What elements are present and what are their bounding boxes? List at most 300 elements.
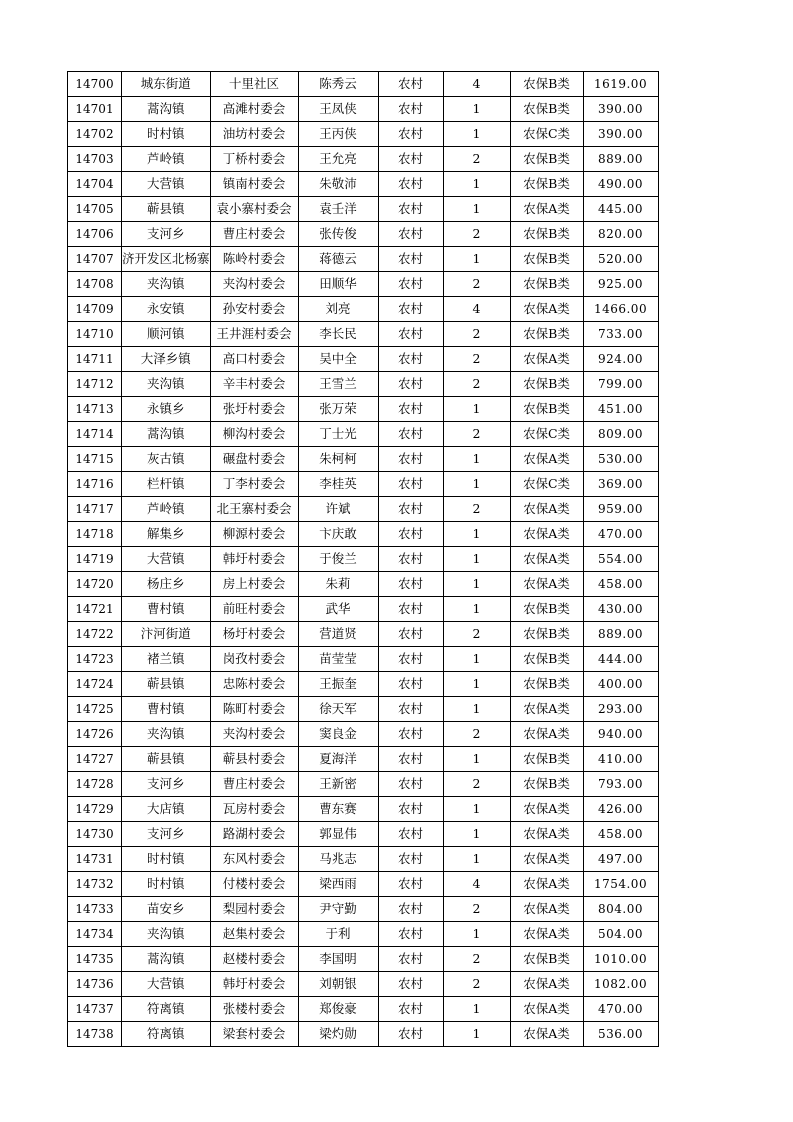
cell-village: 十里社区 [210,72,298,97]
table-row [68,247,659,272]
cell-town: 蕲县镇 [122,747,211,772]
cell-insurance-category: 农保A类 [510,297,583,322]
table-row [68,847,659,872]
cell-amount: 430.00 [583,597,658,622]
cell-name: 夏海洋 [298,747,378,772]
cell-amount: 889.00 [583,622,658,647]
cell-town: 曹村镇 [122,697,211,722]
cell-name: 陈秀云 [298,72,378,97]
cell-record-id: 14718 [68,522,122,547]
cell-amount: 458.00 [583,822,658,847]
cell-household-count: 4 [443,297,510,322]
table-row [68,572,659,597]
cell-record-id: 14708 [68,272,122,297]
cell-name: 李长民 [298,322,378,347]
cell-area-type: 农村 [378,397,443,422]
cell-area-type: 农村 [378,422,443,447]
cell-area-type: 农村 [378,722,443,747]
cell-village: 镇南村委会 [210,172,298,197]
cell-insurance-category: 农保B类 [510,72,583,97]
cell-household-count: 4 [443,72,510,97]
table-row [68,647,659,672]
cell-name: 刘朝银 [298,972,378,997]
cell-name: 蒋德云 [298,247,378,272]
cell-village: 曹庄村委会 [210,222,298,247]
cell-village: 杨圩村委会 [210,622,298,647]
cell-record-id: 14721 [68,597,122,622]
cell-household-count: 1 [443,847,510,872]
cell-name: 王雪兰 [298,372,378,397]
cell-town: 顺河镇 [122,322,211,347]
cell-amount: 445.00 [583,197,658,222]
table-row [68,172,659,197]
table-row [68,322,659,347]
cell-amount: 369.00 [583,472,658,497]
cell-village: 碾盘村委会 [210,447,298,472]
cell-name: 吴中全 [298,347,378,372]
table-row [68,872,659,897]
cell-village: 柳沟村委会 [210,422,298,447]
cell-name: 田顺华 [298,272,378,297]
cell-record-id: 14709 [68,297,122,322]
cell-record-id: 14723 [68,647,122,672]
cell-household-count: 1 [443,472,510,497]
cell-town: 夹沟镇 [122,722,211,747]
cell-record-id: 14720 [68,572,122,597]
table-row [68,222,659,247]
cell-amount: 940.00 [583,722,658,747]
table-row [68,997,659,1022]
cell-name: 朱柯柯 [298,447,378,472]
cell-name: 李国明 [298,947,378,972]
cell-household-count: 1 [443,97,510,122]
cell-name: 张万荣 [298,397,378,422]
cell-town: 大店镇 [122,797,211,822]
cell-area-type: 农村 [378,997,443,1022]
cell-area-type: 农村 [378,197,443,222]
data-table [67,71,659,1047]
cell-town: 蒿沟镇 [122,97,211,122]
cell-village: 前旺村委会 [210,597,298,622]
cell-record-id: 14714 [68,422,122,447]
cell-insurance-category: 农保C类 [510,122,583,147]
cell-town: 城东街道 [122,72,211,97]
cell-amount: 809.00 [583,422,658,447]
cell-insurance-category: 农保A类 [510,872,583,897]
cell-amount: 390.00 [583,97,658,122]
cell-area-type: 农村 [378,572,443,597]
cell-village: 岗孜村委会 [210,647,298,672]
cell-amount: 959.00 [583,497,658,522]
cell-village: 路湖村委会 [210,822,298,847]
cell-household-count: 2 [443,322,510,347]
cell-town: 时村镇 [122,847,211,872]
cell-town: 褚兰镇 [122,647,211,672]
cell-town: 时村镇 [122,122,211,147]
cell-village: 孙安村委会 [210,297,298,322]
cell-village: 房上村委会 [210,572,298,597]
cell-record-id: 14703 [68,147,122,172]
cell-amount: 504.00 [583,922,658,947]
cell-record-id: 14710 [68,322,122,347]
table-row [68,797,659,822]
cell-insurance-category: 农保B类 [510,322,583,347]
cell-amount: 530.00 [583,447,658,472]
cell-amount: 799.00 [583,372,658,397]
cell-area-type: 农村 [378,272,443,297]
cell-record-id: 14712 [68,372,122,397]
cell-area-type: 农村 [378,622,443,647]
cell-amount: 400.00 [583,672,658,697]
cell-record-id: 14731 [68,847,122,872]
cell-village: 高口村委会 [210,347,298,372]
cell-household-count: 2 [443,772,510,797]
cell-amount: 1082.00 [583,972,658,997]
cell-area-type: 农村 [378,822,443,847]
cell-record-id: 14707 [68,247,122,272]
cell-area-type: 农村 [378,472,443,497]
cell-amount: 733.00 [583,322,658,347]
table-row [68,397,659,422]
cell-area-type: 农村 [378,672,443,697]
cell-amount: 536.00 [583,1022,658,1047]
cell-area-type: 农村 [378,97,443,122]
cell-name: 李桂英 [298,472,378,497]
cell-amount: 426.00 [583,797,658,822]
cell-household-count: 1 [443,747,510,772]
table-row [68,822,659,847]
cell-village: 梁套村委会 [210,1022,298,1047]
cell-town: 夹沟镇 [122,922,211,947]
cell-record-id: 14726 [68,722,122,747]
cell-name: 马兆志 [298,847,378,872]
table-row [68,622,659,647]
cell-town: 夹沟镇 [122,372,211,397]
cell-town: 时村镇 [122,872,211,897]
cell-household-count: 1 [443,522,510,547]
cell-name: 王丙侠 [298,122,378,147]
table-row [68,472,659,497]
cell-town: 蕲县镇 [122,197,211,222]
cell-amount: 520.00 [583,247,658,272]
cell-village: 韩圩村委会 [210,547,298,572]
cell-area-type: 农村 [378,647,443,672]
table-row [68,122,659,147]
cell-village: 柳源村委会 [210,522,298,547]
cell-record-id: 14733 [68,897,122,922]
cell-record-id: 14719 [68,547,122,572]
cell-insurance-category: 农保A类 [510,522,583,547]
table-row [68,597,659,622]
cell-name: 刘亮 [298,297,378,322]
cell-name: 徐天军 [298,697,378,722]
cell-household-count: 1 [443,197,510,222]
cell-town: 蒿沟镇 [122,422,211,447]
cell-name: 苗莹莹 [298,647,378,672]
table-row [68,772,659,797]
table-row [68,697,659,722]
cell-household-count: 1 [443,797,510,822]
cell-name: 郭显伟 [298,822,378,847]
cell-amount: 470.00 [583,997,658,1022]
cell-area-type: 农村 [378,447,443,472]
cell-village: 梨园村委会 [210,897,298,922]
cell-record-id: 14700 [68,72,122,97]
cell-village: 东风村委会 [210,847,298,872]
cell-area-type: 农村 [378,497,443,522]
cell-area-type: 农村 [378,247,443,272]
cell-name: 卞庆敢 [298,522,378,547]
table-row [68,422,659,447]
cell-amount: 804.00 [583,897,658,922]
cell-household-count: 2 [443,722,510,747]
table-row [68,747,659,772]
cell-insurance-category: 农保B类 [510,747,583,772]
cell-household-count: 2 [443,897,510,922]
cell-village: 韩圩村委会 [210,972,298,997]
cell-household-count: 2 [443,972,510,997]
cell-household-count: 1 [443,597,510,622]
cell-amount: 293.00 [583,697,658,722]
table-row [68,547,659,572]
table-row [68,347,659,372]
cell-household-count: 1 [443,922,510,947]
cell-name: 王凤侠 [298,97,378,122]
cell-record-id: 14713 [68,397,122,422]
cell-name: 于利 [298,922,378,947]
cell-household-count: 1 [443,1022,510,1047]
cell-insurance-category: 农保A类 [510,822,583,847]
cell-insurance-category: 农保B类 [510,947,583,972]
cell-amount: 554.00 [583,547,658,572]
cell-insurance-category: 农保B类 [510,272,583,297]
cell-insurance-category: 农保A类 [510,447,583,472]
cell-household-count: 2 [443,347,510,372]
table-row [68,947,659,972]
cell-record-id: 14706 [68,222,122,247]
cell-village: 张楼村委会 [210,997,298,1022]
cell-town: 夹沟镇 [122,272,211,297]
cell-household-count: 1 [443,547,510,572]
cell-household-count: 1 [443,447,510,472]
cell-area-type: 农村 [378,797,443,822]
cell-insurance-category: 农保A类 [510,797,583,822]
table-row [68,1022,659,1047]
cell-area-type: 农村 [378,72,443,97]
cell-insurance-category: 农保B类 [510,622,583,647]
cell-insurance-category: 农保B类 [510,222,583,247]
table-row [68,197,659,222]
cell-household-count: 2 [443,372,510,397]
cell-record-id: 14717 [68,497,122,522]
cell-insurance-category: 农保B类 [510,672,583,697]
cell-name: 王振奎 [298,672,378,697]
table-row [68,297,659,322]
cell-record-id: 14730 [68,822,122,847]
table-row [68,372,659,397]
cell-town: 大营镇 [122,972,211,997]
cell-area-type: 农村 [378,697,443,722]
cell-area-type: 农村 [378,947,443,972]
cell-record-id: 14705 [68,197,122,222]
cell-area-type: 农村 [378,122,443,147]
cell-record-id: 14724 [68,672,122,697]
cell-name: 张传俊 [298,222,378,247]
cell-household-count: 2 [443,147,510,172]
cell-village: 袁小寨村委会 [210,197,298,222]
cell-village: 辛丰村委会 [210,372,298,397]
cell-record-id: 14737 [68,997,122,1022]
cell-village: 油坊村委会 [210,122,298,147]
cell-household-count: 2 [443,222,510,247]
cell-insurance-category: 农保B类 [510,597,583,622]
cell-area-type: 农村 [378,922,443,947]
cell-record-id: 14716 [68,472,122,497]
cell-name: 王新密 [298,772,378,797]
cell-insurance-category: 农保C类 [510,472,583,497]
cell-insurance-category: 农保B类 [510,397,583,422]
cell-amount: 470.00 [583,522,658,547]
cell-name: 梁西雨 [298,872,378,897]
cell-town: 大营镇 [122,172,211,197]
cell-amount: 458.00 [583,572,658,597]
cell-name: 王允亮 [298,147,378,172]
cell-household-count: 1 [443,572,510,597]
cell-household-count: 1 [443,822,510,847]
cell-record-id: 14711 [68,347,122,372]
cell-insurance-category: 农保B类 [510,372,583,397]
cell-area-type: 农村 [378,147,443,172]
cell-area-type: 农村 [378,872,443,897]
cell-town: 符离镇 [122,1022,211,1047]
cell-insurance-category: 农保B类 [510,97,583,122]
cell-area-type: 农村 [378,772,443,797]
table-row [68,97,659,122]
cell-name: 武华 [298,597,378,622]
cell-record-id: 14715 [68,447,122,472]
cell-name: 许斌 [298,497,378,522]
cell-insurance-category: 农保A类 [510,547,583,572]
cell-record-id: 14702 [68,122,122,147]
cell-town: 济开发区北杨寨 [122,247,211,272]
cell-record-id: 14704 [68,172,122,197]
cell-amount: 924.00 [583,347,658,372]
cell-area-type: 农村 [378,322,443,347]
cell-insurance-category: 农保A类 [510,197,583,222]
cell-village: 忠陈村委会 [210,672,298,697]
cell-area-type: 农村 [378,522,443,547]
cell-village: 曹庄村委会 [210,772,298,797]
table-row [68,272,659,297]
cell-insurance-category: 农保B类 [510,247,583,272]
cell-household-count: 1 [443,122,510,147]
cell-record-id: 14728 [68,772,122,797]
cell-town: 灰古镇 [122,447,211,472]
cell-amount: 390.00 [583,122,658,147]
cell-name: 梁灼勋 [298,1022,378,1047]
table-row [68,672,659,697]
cell-household-count: 1 [443,397,510,422]
cell-village: 夹沟村委会 [210,722,298,747]
cell-town: 芦岭镇 [122,497,211,522]
cell-amount: 490.00 [583,172,658,197]
cell-household-count: 1 [443,247,510,272]
cell-area-type: 农村 [378,372,443,397]
cell-village: 付楼村委会 [210,872,298,897]
cell-area-type: 农村 [378,747,443,772]
cell-town: 支河乡 [122,822,211,847]
cell-area-type: 农村 [378,897,443,922]
cell-town: 曹村镇 [122,597,211,622]
cell-record-id: 14736 [68,972,122,997]
cell-town: 苗安乡 [122,897,211,922]
cell-name: 于俊兰 [298,547,378,572]
cell-town: 解集乡 [122,522,211,547]
cell-household-count: 4 [443,872,510,897]
cell-village: 赵集村委会 [210,922,298,947]
cell-insurance-category: 农保A类 [510,847,583,872]
table-row [68,922,659,947]
cell-area-type: 农村 [378,222,443,247]
cell-amount: 497.00 [583,847,658,872]
cell-insurance-category: 农保A类 [510,922,583,947]
cell-household-count: 2 [443,422,510,447]
cell-record-id: 14727 [68,747,122,772]
cell-household-count: 1 [443,697,510,722]
cell-insurance-category: 农保A类 [510,697,583,722]
cell-amount: 444.00 [583,647,658,672]
cell-insurance-category: 农保C类 [510,422,583,447]
cell-name: 曹东赛 [298,797,378,822]
table-row [68,897,659,922]
cell-household-count: 1 [443,672,510,697]
cell-insurance-category: 农保A类 [510,972,583,997]
cell-household-count: 2 [443,272,510,297]
table-row [68,147,659,172]
cell-area-type: 农村 [378,297,443,322]
cell-name: 营道贤 [298,622,378,647]
cell-town: 符离镇 [122,997,211,1022]
cell-town: 永镇乡 [122,397,211,422]
cell-village: 丁桥村委会 [210,147,298,172]
cell-amount: 1466.00 [583,297,658,322]
cell-village: 瓦房村委会 [210,797,298,822]
cell-town: 大营镇 [122,547,211,572]
cell-record-id: 14729 [68,797,122,822]
cell-town: 蕲县镇 [122,672,211,697]
cell-insurance-category: 农保A类 [510,722,583,747]
cell-record-id: 14735 [68,947,122,972]
cell-town: 杨庄乡 [122,572,211,597]
cell-amount: 1010.00 [583,947,658,972]
cell-amount: 820.00 [583,222,658,247]
cell-town: 蒿沟镇 [122,947,211,972]
cell-amount: 410.00 [583,747,658,772]
cell-village: 陈町村委会 [210,697,298,722]
cell-town: 汴河街道 [122,622,211,647]
cell-town: 永安镇 [122,297,211,322]
cell-record-id: 14701 [68,97,122,122]
cell-amount: 451.00 [583,397,658,422]
cell-area-type: 农村 [378,972,443,997]
cell-insurance-category: 农保B类 [510,172,583,197]
cell-village: 北王寨村委会 [210,497,298,522]
cell-village: 丁李村委会 [210,472,298,497]
cell-insurance-category: 农保B类 [510,647,583,672]
cell-village: 赵楼村委会 [210,947,298,972]
table-row [68,522,659,547]
cell-amount: 1754.00 [583,872,658,897]
